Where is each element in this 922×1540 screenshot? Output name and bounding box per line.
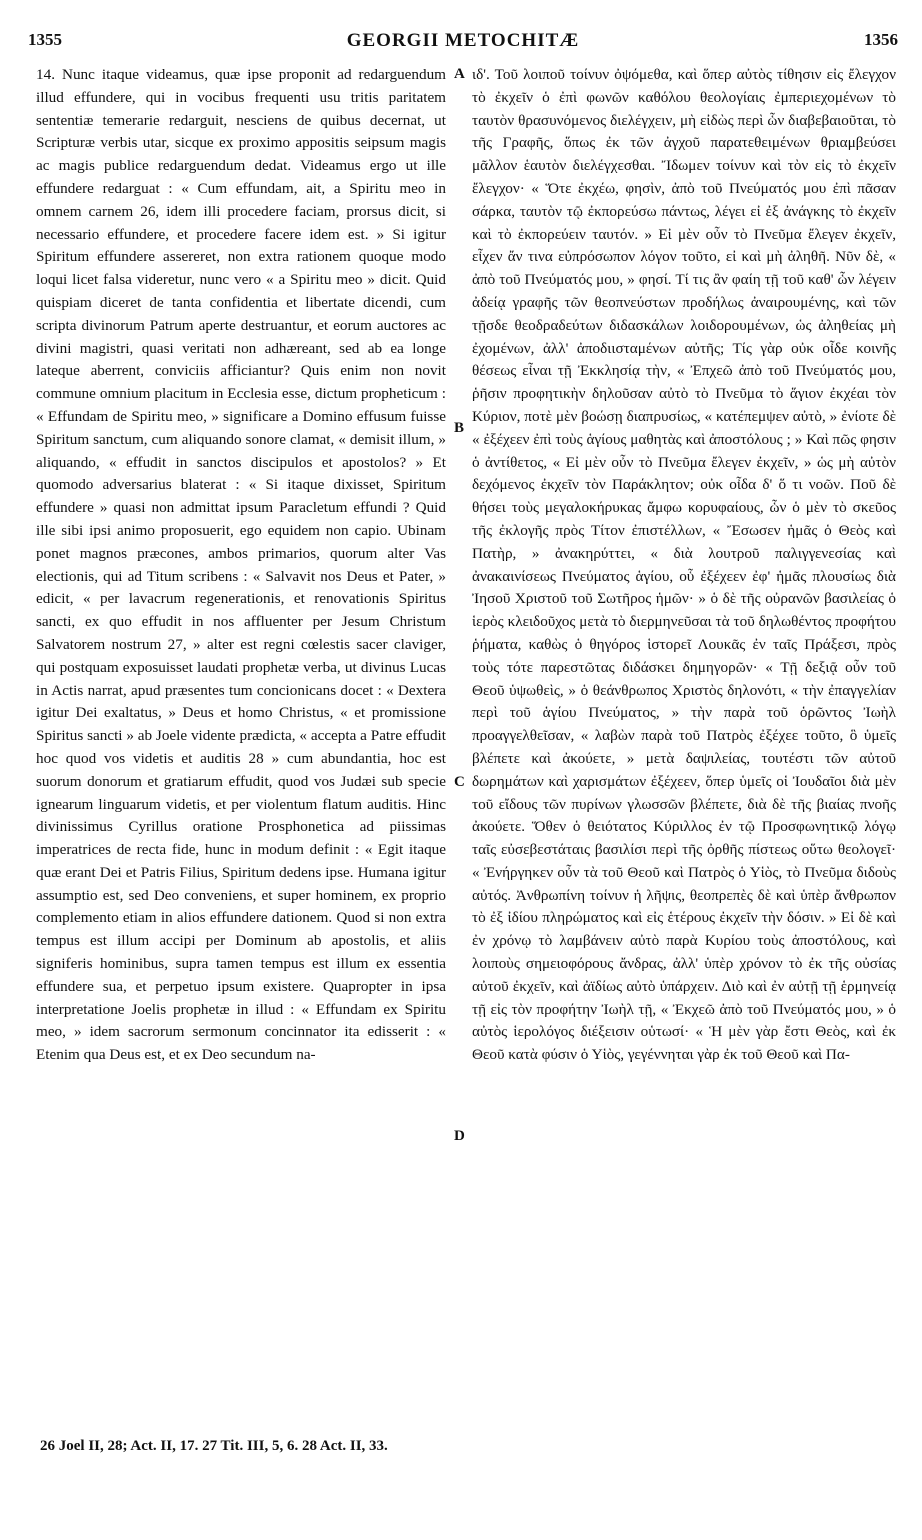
greek-text: ιδ'. Τοῦ λοιποῦ τοίνυν ὀψόμεθα, καὶ ὅπερ αὐτὸς τίθησιν εἰς ἔλεγχον τὸ ἐκχεῖν ὁ ἐπὶ φωνῶν καθόλου θεολογίαις ἐμπεριεχομένων τὸ ταυτὸν θρασυνόμενος διελέγχειν, μὴ εἰδὼς περὶ ὧν διαβεβαιοῦται, τὸ τῆς Γραφῆς, ὅπως ἐκ τῶν ἀγχοῦ παρατεθειμένων θριαμβεύσει μᾶλλον ἑαυτὸν διελέγχεσθαι. Ἴδωμεν τοίνυν καὶ τὸν εἰς τὸ ἐκχεῖν ἔλεγχον· « Ὅτε ἐκχέω, φησὶν, ἀπὸ τοῦ Πνεύματός μου ἐπὶ πᾶσαν σάρκα, ταυτὸν τῷ ἐκπορεύσω πάντως, λέγει εἰ ἐξ ἀνάγκης τὸ ἐκχεῖν καὶ τὸ ἐκπορεύειν ταυτόν. » Εἰ μὲν οὖν τὸ Πνεῦμα ἔλεγεν ἐκχεῖν, εἶχεν ἄν τινα εὐπρόσωπον λόγον τοῦτο, εἰ καὶ μὴ ἀληθῆ. Νῦν δὲ, « ἀπὸ τοῦ Πνεύματός μου, » φησί. Τί τις ἂν φαίη τῇ τοῦ καθ' ὧν λέγειν ἀδείᾳ γραφῆς τῶν θεοπνεύστων προδήλως ἀναιρουμένης, καὶ τῶν τῇσδε θεοδραδεύτων διδασκάλων λοιδορουμένων, ὡς ἀληθείας μὴ ἐχομένων, ἀλλ' ἀποδιισταμένων αὐτῆς; Τίς γὰρ οὐκ οἶδε κοινῆς θέσεως εἶναι τῇ Ἐκκλησίᾳ τὴν, « Ἐπχεῶ ἀπὸ τοῦ Πνεύματός μου, ῥῆσιν προφητικὴν δηλοῦσαν αὐτὸ τὸ Πνεῦμα τὸ ἅγιον ἐκχέαι τὸν Κύριον, ποτὲ μὲν βοώσῃ διαπρυσίως, « κατέπεμψεν αὐτὸ, » ἐνίοτε δὲ « ἐξέχεεν ἐπὶ τοὺς ἁγίους μαθητὰς καὶ ἀποστόλους ; » Καὶ πῶς φησιν ὁ ἀντίθετος, « Εἰ μὲν οὖν τὸ Πνεῦμα ἔλεγεν ἐκχεῖν, » ὡς μὴ αὐτὸν δεχόμενος ἐκχεῖν τὸν Παράκλητον; οὐκ οἶδα δ' ὅ τι νοῶν. Ποῦ δὲ θήσει τοὺς μεγαλοκήρυκας ἄμφω κορυφαίους, ὧν ὁ μὲν τὸ σκεῦος τῆς ἐκλογῆς πρὸς Τίτον ἐπιστέλλων, « Ἔσωσεν ἡμᾶς ὁ Θεὸς καὶ Πατὴρ, » ἀνακηρύττει, « διὰ λουτροῦ παλιγγενεσίας καὶ ἀνακαινίσεως Πνεύματος ἁγίου, οὗ ἐξέχεεν ἐφ' ἡμᾶς πλουσίως διὰ Ἰησοῦ Χριστοῦ τοῦ Σωτῆρος ἡμῶν· » ὁ δὲ τῆς οὐρανῶν βασιλείας ὁ ἱερὸς κλειδοῦχος μετὰ τὸ διερμηνεῦσαι τὰ τοῦ δηλωθέντος προφήτου ῥήματα, καθὼς ὁ θηγόρος ἱστορεῖ Λουκᾶς ἐν ταῖς Πράξεσι, πρὸς τοὺς τότε παρεστῶτας διδάσκει δημηγορῶν· « Τῇ δεξιᾷ οὖν τοῦ Θεοῦ ὑψωθεὶς, » ὁ θεάνθρωπος Χριστὸς δηλονότι, « τὴν ἐπαγγελίαν περὶ τοῦ ἁγίου Πνεύματος, » τὴν παρὰ τοῦ ὁρῶντος Ἰωὴλ προαγγελθεῖσαν, « λαβὼν παρὰ τοῦ Πατρὸς ἐξέχεε τοῦτο, ὃ ὑμεῖς βλέπετε καὶ ἀκούετε, » μετὰ δαψιλείας, τουτέστι τῶν αὐτοῦ δωρημάτων καὶ χαρισμάτων ἐξέχεεν, ὅπερ ὑμεῖς οἱ Ἰουδαῖοι διὰ μὲν τοῦ εἴδους τῶν πυρίνων γλωσσῶν βλέπετε, διὰ δὲ τῆς βιαίας πνοῆς ἀκούετε. Ὅθεν ὁ θειότατος Κύριλλος ἐν τῷ Προσφωνητικῷ λόγῳ ταῖς εὐσεβεστάταις βασιλίσι περὶ τῆς ὀρθῆς πίστεως οὕτω θεολογεῖ· « Ἐνήργηκεν οὖν τὰ τοῦ Θεοῦ καὶ Πατρὸς ὁ Υἱὸς, τὸ Πνεῦμα διδοὺς αὐτός. Ἀνθρωπίνη τοίνυν ἡ λῆψις, θεοπρεπὲς δὲ καὶ ὑπὲρ ἄνθρωπον τὸ ἐξ ἰδίου πληρώματος καὶ εἰς ἑτέρους ἐκχεῖν τὴν δόσιν. » Εἰ δὲ καὶ ἐν χρόνῳ τὸ λαμβάνειν αὐτὸ παρὰ Κυρίου τοὺς ἀποστόλους, καὶ λοιποὺς σημειοφόρους ἄνδρας, ἀλλ' ὑπὲρ χρόνον τὸ ἐκ τῆς οὐσίας αὐτοῦ ἐκχεῖν, καὶ ἀϊδίως αὐτὸ ὑπάρχειν. Διὸ καὶ ἐν αὐτῇ τῇ ἑρμηνείᾳ τῇ εἰς τὸν προφήτην Ἰωὴλ τῇ, « Ἐκχεῶ ἀπὸ τοῦ Πνεύματός μου, » ὁ αὐτὸς ἱερολόγος διέξεισιν οὑτωσί· « Ἡ μὲν γὰρ ἔστι Θεὸς, καὶ ἐκ Θεοῦ κατὰ φύσιν ὁ Υἱὸς, γεγέννηται γὰρ ἐκ τοῦ Θεοῦ καὶ Πα- [472,66,896,1064]
page-number-left: 1355 [28,30,62,49]
margin-marker-b: B [454,420,465,436]
page-number-right: 1356 [864,30,898,49]
footnotes: 26 Joel II, 28; Act. II, 17. 27 Tit. III, 5, 6. 28 Act. II, 33. [40,1438,388,1454]
latin-column [36,64,446,1067]
margin-marker-d: D [454,1128,465,1144]
margin-marker-a: A [454,66,465,82]
running-title: GEORGII METOCHITÆ [346,30,580,51]
margin-marker-c: C [454,774,465,790]
page-header [28,30,898,60]
latin-text: 14. Nunc itaque videamus, quæ ipse proponit ad redarguendum illud effundere, qui in vocibus frequenti usu tritis paritatem sententiæ temerarie redarguit, nesciens de quibus decernat, ut Scripturæ verbis utar, sicque ex proximo appositis seipsum magis ac magis publice redarguendum dedat. Videamus ergo ut ille effundere redarguat : « Cum effundam, ait, a Spiritu meo in omnem carnem 26, idem illi procedere faciam, prorsus dicit, si necessario effundere, et procedere facere idem est. » Si igitur Spiritum effundere assereret, non extra rationem quoque modo loqui licet falsa videretur, nunc vero « a Spiritu meo » dicit. Quid quispiam diceret de tanta confidentia et libertate dicendi, cum scripta divinorum Patrum aperte destruantur, et eorum auctores ac divini magistri, quasi veritati non adhæreant, sed ab ea longe lateque aberrent, conviciis afficiantur? Quis enim non novit commune omnium placitum in Ecclesia esse, dictum propheticum : « Effundam de Spiritu meo, » significare a Domino effusum fuisse Spiritum sanctum, cum aliquando sonore clamat, « demisit illum, » aliquando, « effudit in sanctos discipulos et apostolos? » Et quomodo adversarius blaterat : « Si itaque dixisset, Spiritum effundere » quasi non admittat ipsum Paracletum effundi ? Quid ille sibi ipsi animo proposuerit, ego equidem non capio. Ubinam ponet magnos præcones, ambos primarios, quorum alter Vas electionis, qui ad Titum scribens : « Salvavit nos Deus et Pater, » edicit, « per lavacrum regenerationis, et renovationis Spiritus sancti, ex quo effudit in nos affluenter per Jesum Christum Salvatorem nostrum 27, » alter est regni cœlestis sacer claviger, qui postquam exposuisset laudati prophetæ verba, ut divinus Lucas in Actis narrat, apud præsentes tum concionicans docet : « Dextera igitur Dei exaltatus, » Deus et homo Christus, « et promissione Spiritus sancti » ab Joele vidente prædicta, « accepta a Patre effudit hoc quod vos videtis et auditis 28 » cum abundantia, hoc est suorum donorum et gratiarum effudit, quod vos Judæi sub specie ignearum linguarum videtis, et per violentum flatum auditis. Hinc divinissimus Cyrillus oratione Prosphonetica ad piissimas imperatrices de recta fide, hunc in modum definit : « Egit itaque quæ erant Dei et Patris Filius, Spiritum dedens ipse. Humana igitur assumptio est, sed Deo conveniens, et super hominem, ex proprio complemento etiam in alios effundere dationem. Quod si non extra tempus est illum accipi per Dominum ab apostolis, et aliis signiferis hominibus, supra tamen tempus est illum ex essentia effundere sua, et perpetuo ipsum existere. Quapropter in ipsa interpretatione Joelis prophetæ in illud : « Effundam ex Spiritu meo, » idem sacrorum sermonum concinnator ita edisserit : « Etenim qua Deus est, et ex Deo secundum na- [36,66,446,1064]
greek-column [472,64,896,1067]
